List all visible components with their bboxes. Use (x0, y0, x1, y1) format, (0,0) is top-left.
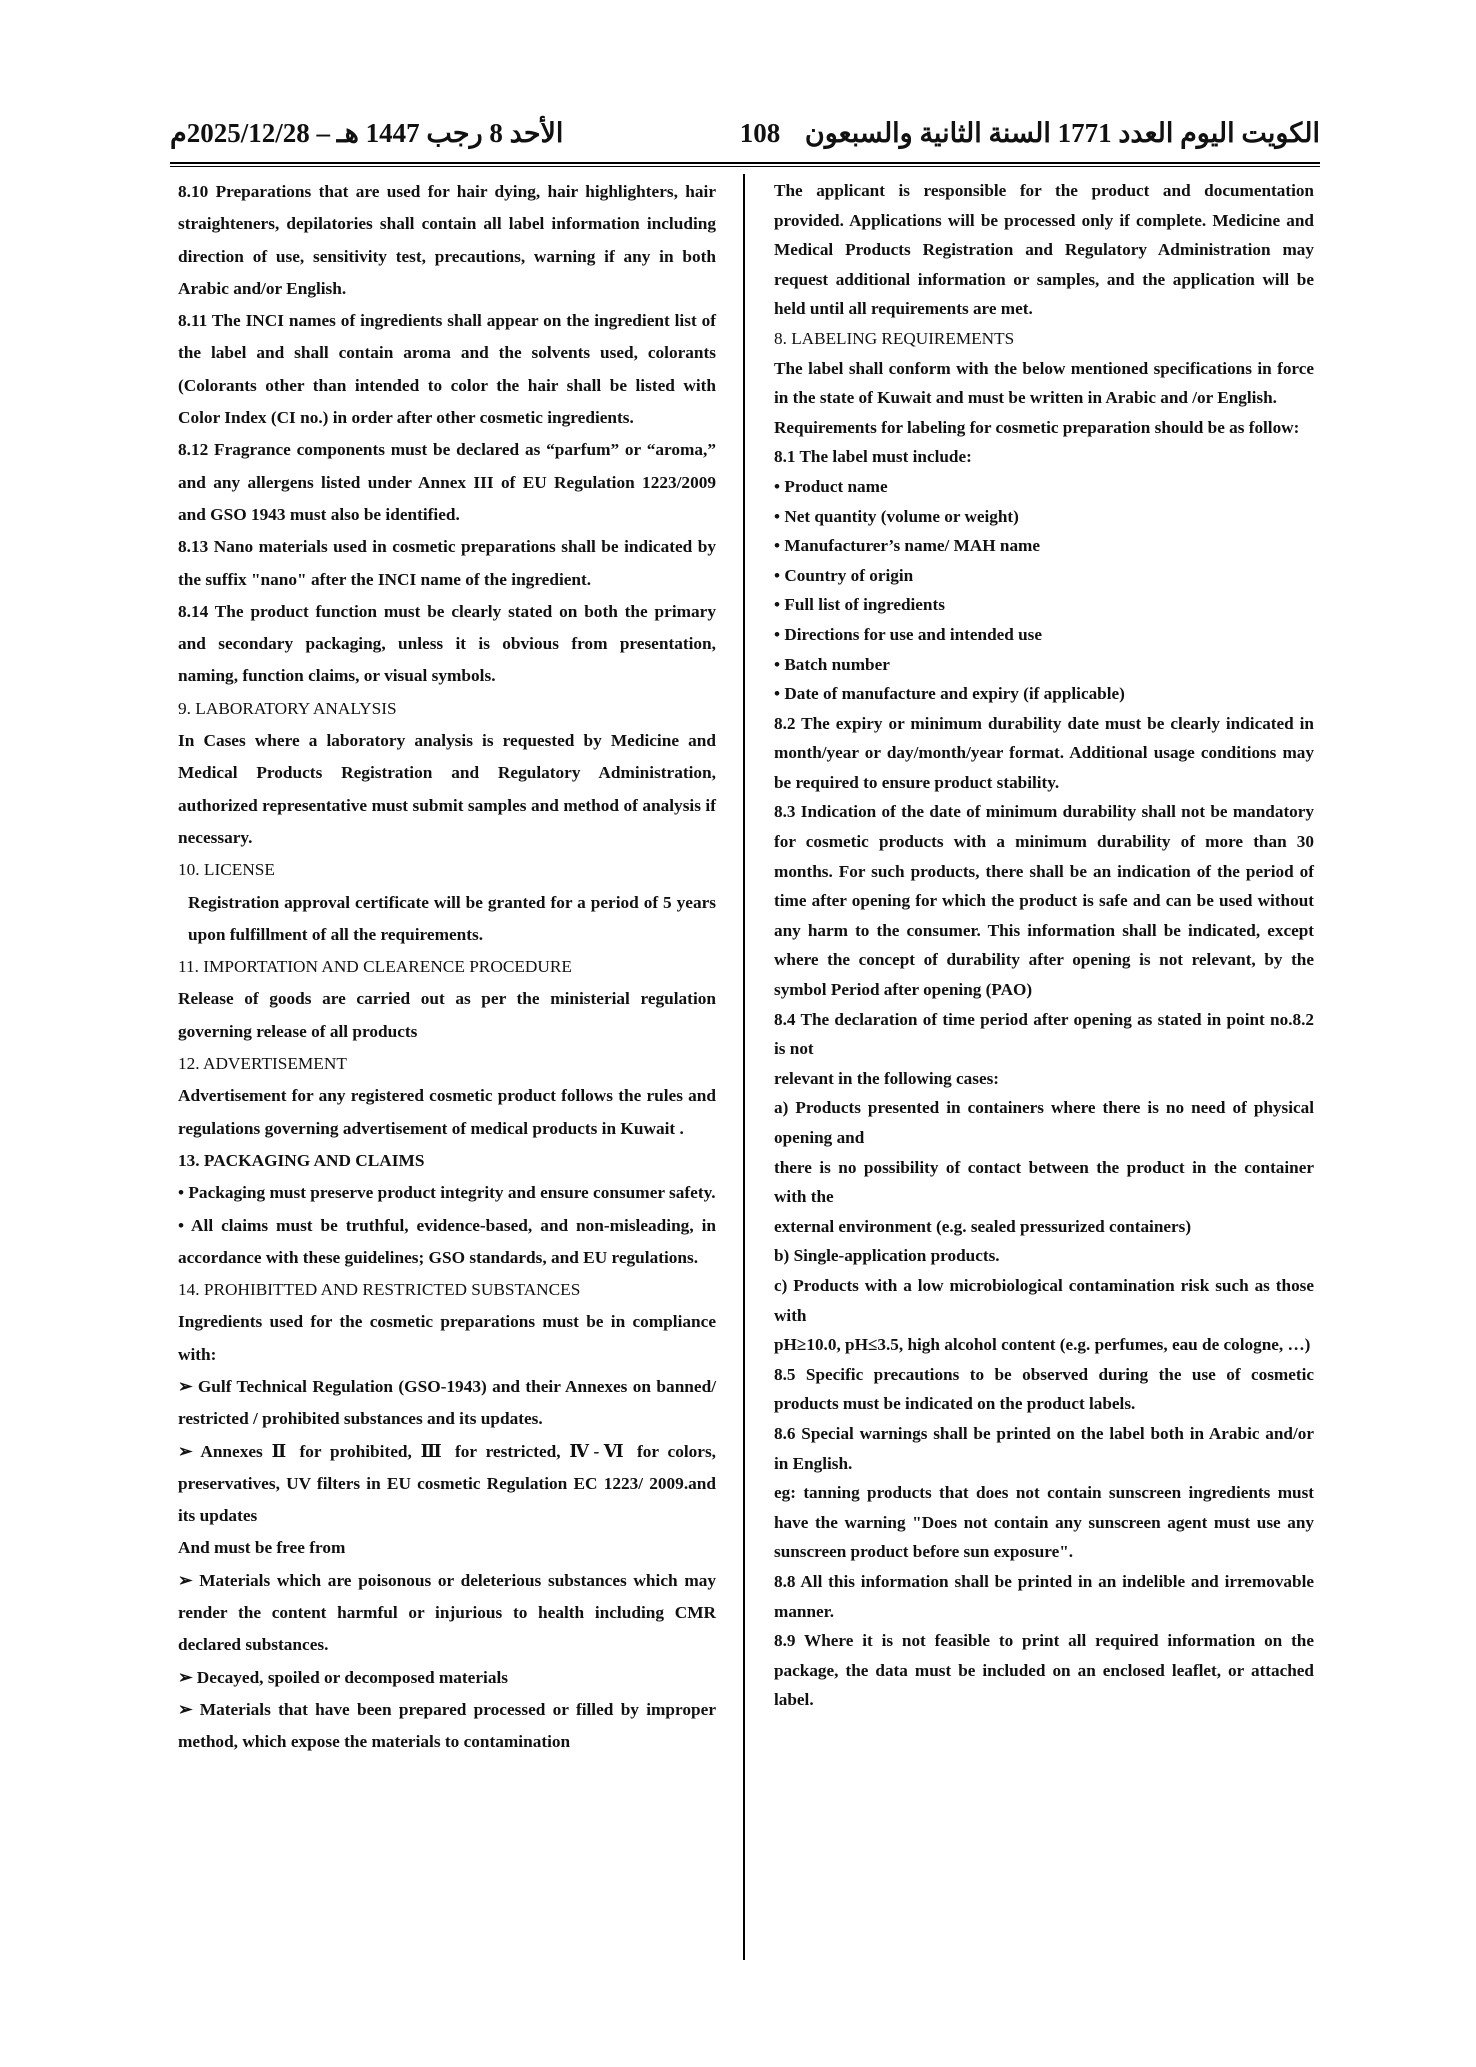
right-column-paragraph: 8.5 Specific precautions to be observed during the use of cosmetic products must be indicated on the product labels. (774, 1364, 1314, 1414)
left-column-paragraph: ➢ Materials which are poisonous or deleterious substances which may render the content harmful or injurious to health including CMR declared substances. (178, 1570, 716, 1655)
right-column-paragraph: • Date of manufacture and expiry (if applicable) (774, 684, 1125, 704)
left-column-paragraph: 12. ADVERTISEMENT (178, 1054, 347, 1074)
left-column-paragraph: ➢ Decayed, spoiled or decomposed materials (178, 1667, 508, 1687)
right-column-paragraph: • Manufacturer’s name/ MAH name (774, 536, 1041, 556)
right-column-paragraph: 8.3 Indication of the date of minimum durability shall not be mandatory for cosmetic products with a minimum durability of more than 30 months. For such products, there shall be an indication of the period of time after opening for which the product is safe and can be used without any harm to the consumer. This information shall be indicated, except where the concept of durability after opening is not relevant, by the symbol Period after opening (PAO) (774, 802, 1314, 1000)
right-column-paragraph: c) Products with a low microbiological contamination risk such as those with (774, 1275, 1314, 1325)
right-column-paragraph: • Directions for use and intended use (774, 624, 1042, 644)
left-column-paragraph: In Cases where a laboratory analysis is requested by Medicine and Medical Products Registration and Regulatory Administration, authorized representative must submit samples and method of analysis if necessary. (178, 731, 716, 847)
right-column-paragraph: pH≥10.0, pH≤3.5, high alcohol content (e.g. perfumes, eau de cologne, …) (774, 1335, 1311, 1355)
header-rule (170, 162, 1320, 164)
left-column-paragraph: 8.11 The INCI names of ingredients shall appear on the ingredient list of the label and shall contain aroma and the solvents used, colorants (Colorants other than intended to color the hair shall be listed with Color Index (CI no.) in order after other cosmetic ingredients. (178, 311, 716, 428)
left-column-paragraph: 9. LABORATORY ANALYSIS (178, 698, 397, 718)
right-column-paragraph: relevant in the following cases: (774, 1068, 1000, 1088)
left-column-paragraph: And must be free from (178, 1538, 346, 1558)
right-column-paragraph: 8.8 All this information shall be printed in an indelible and irremovable manner. (774, 1571, 1314, 1621)
right-column-paragraph: 8.1 The label must include: (774, 447, 972, 467)
journal-title: الكويت اليوم العدد 1771 السنة الثانية والسبعون (804, 118, 1320, 148)
left-column-paragraph: ➢ Gulf Technical Regulation (GSO-1943) and their Annexes on banned/ restricted / prohibited substances and its updates. (178, 1376, 716, 1429)
right-column-paragraph: b) Single-application products. (774, 1246, 1000, 1266)
left-column-paragraph: Registration approval certificate will be granted for a period of 5 years upon fulfillment of all the requirements. (188, 892, 716, 944)
right-column-paragraph: 8. LABELING REQUIREMENTS (774, 328, 1015, 348)
right-column-paragraph: • Batch number (774, 654, 890, 674)
left-column (178, 176, 716, 1759)
left-column-paragraph: 14. PROHIBITTED AND RESTRICTED SUBSTANCES (178, 1280, 581, 1300)
right-column-paragraph: 8.4 The declaration of time period after opening as stated in point no.8.2 is not (774, 1009, 1314, 1059)
right-column-paragraph: 8.9 Where it is not feasible to print all required information on the package, the data must be included on an enclosed leaflet, or attached label. (774, 1631, 1314, 1710)
issue-date: الأحد 8 رجب 1447 هـ – 2025/12/28م (170, 118, 564, 148)
page-header (170, 118, 1320, 154)
left-column-paragraph: 8.12 Fragrance components must be declared as “parfum” or “aroma,” and any allergens listed under Annex III of EU Regulation 1223/2009 and GSO 1943 must also be identified. (178, 440, 716, 524)
right-column-paragraph: The applicant is responsible for the product and documentation provided. Applications will be processed only if complete. Medicine and Medical Products Registration and Regulatory Administration may request additional information or samples, and the application will be held until all requirements are met. (774, 181, 1314, 319)
header-rule-thin (170, 166, 1320, 167)
right-column (774, 176, 1314, 1715)
right-column-paragraph: a) Products presented in containers where there is no need of physical opening and (774, 1098, 1314, 1147)
right-column-paragraph: • Product name (774, 476, 888, 496)
left-column-paragraph: 10. LICENSE (178, 860, 275, 880)
left-column-paragraph: ➢ Materials that have been prepared processed or filled by improper method, which expose the materials to contamination (178, 1699, 716, 1752)
left-column-paragraph: • Packaging must preserve product integrity and ensure consumer safety. (178, 1183, 716, 1203)
right-column-paragraph: The label shall conform with the below mentioned specifications in force in the state of Kuwait and must be written in Arabic and /or English. (774, 358, 1314, 408)
left-column-paragraph: ➢ Annexes Ⅱ for prohibited, Ⅲ for restricted, Ⅳ-Ⅵ for colors, preservatives, UV filters in EU cosmetic Regulation EC 1223/ 2009.and its updates (178, 1441, 716, 1526)
right-column-paragraph: • Full list of ingredients (774, 595, 945, 615)
right-column-paragraph: eg: tanning products that does not contain sunscreen ingredients must have the warning "Does not contain any sunscreen agent must use any sunscreen product before sun exposure". (774, 1483, 1314, 1562)
left-column-paragraph: Ingredients used for the cosmetic preparations must be in compliance with: (178, 1312, 716, 1364)
left-column-paragraph: 11. IMPORTATION AND CLEARENCE PROCEDURE (178, 957, 572, 977)
right-column-paragraph: • Net quantity (volume or weight) (774, 506, 1019, 526)
left-column-paragraph: 13. PACKAGING AND CLAIMS (178, 1150, 425, 1170)
left-column-paragraph: 8.13 Nano materials used in cosmetic preparations shall be indicated by the suffix "nano" after the INCI name of the ingredient. (178, 537, 716, 589)
left-column-paragraph: • All claims must be truthful, evidence-based, and non-misleading, in accordance with these guidelines; GSO standards, and EU regulations. (178, 1215, 716, 1267)
left-column-paragraph: 8.14 The product function must be clearly stated on both the primary and secondary packaging, unless it is obvious from presentation, naming, function claims, or visual symbols. (178, 601, 716, 686)
page-number: 108 (739, 118, 781, 148)
right-column-paragraph: 8.2 The expiry or minimum durability date must be clearly indicated in month/year or day/month/year format. Additional usage conditions may be required to ensure product stability. (774, 713, 1314, 792)
left-column-paragraph: Release of goods are carried out as per the ministerial regulation governing release of all products (178, 989, 716, 1041)
right-column-paragraph: there is no possibility of contact between the product in the container with the (774, 1157, 1314, 1207)
right-column-paragraph: Requirements for labeling for cosmetic preparation should be as follow: (774, 417, 1300, 437)
right-column-paragraph: 8.6 Special warnings shall be printed on the label both in Arabic and/or in English. (774, 1423, 1314, 1473)
right-column-paragraph: external environment (e.g. sealed pressurized containers) (774, 1216, 1192, 1236)
column-divider (743, 174, 745, 1960)
left-column-paragraph: Advertisement for any registered cosmetic product follows the rules and regulations governing advertisement of medical products in Kuwait . (178, 1086, 716, 1138)
right-column-paragraph: • Country of origin (774, 565, 914, 585)
left-column-paragraph: 8.10 Preparations that are used for hair dying, hair highlighters, hair straighteners, depilatories shall contain all label information including direction of use, sensitivity test, precautions, warning if any in both Arabic and/or English. (178, 182, 716, 298)
